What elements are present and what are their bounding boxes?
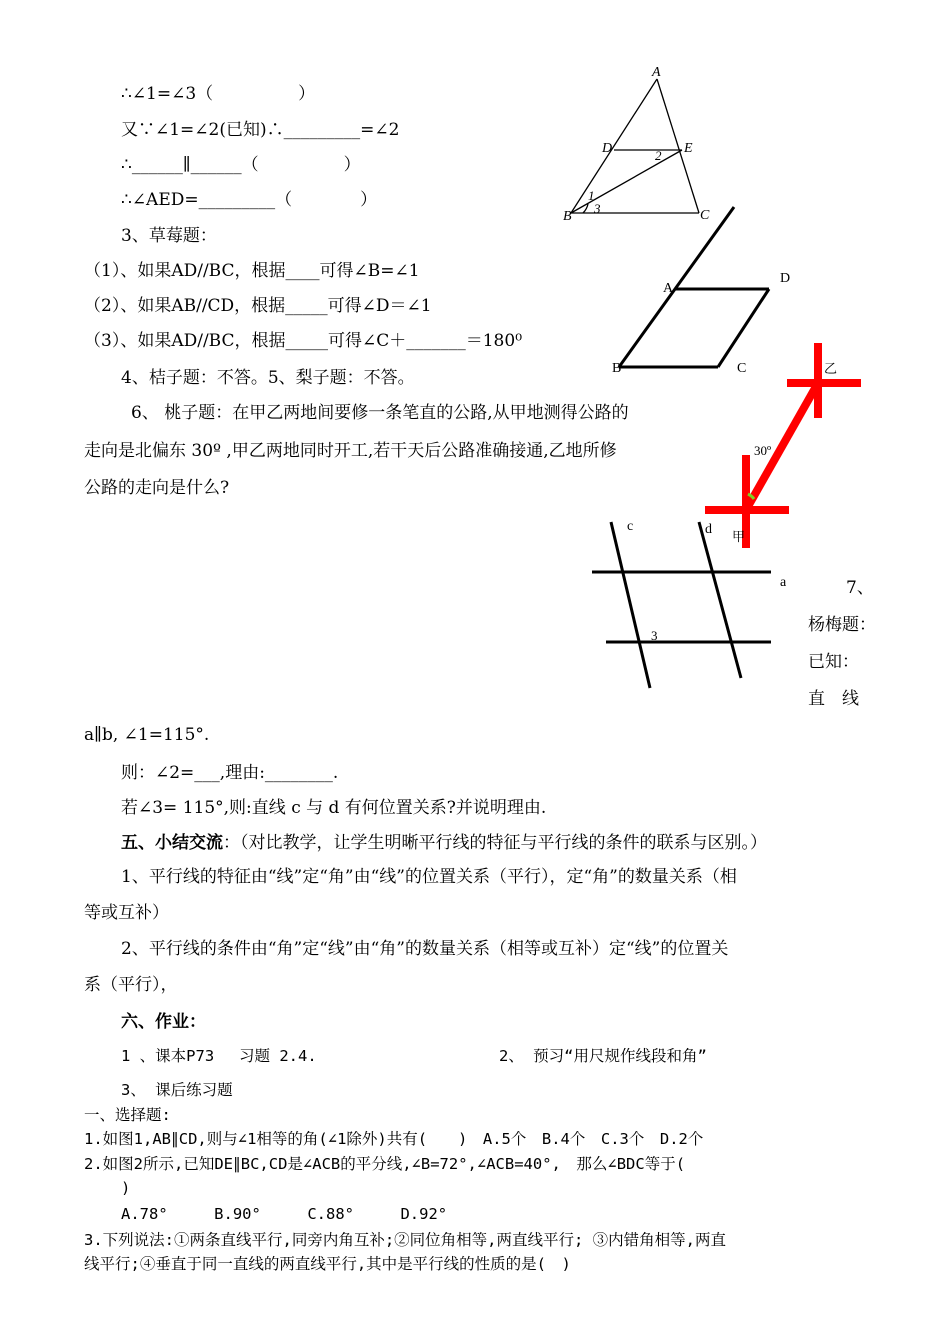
question-2: 2.如图2所示,已知DE∥BC,CD是∠ACB的平分线,∠B=72°,∠ACB=40°, 那么∠BDC等于( (84, 1155, 686, 1173)
line-10: 6、 桃子题：在甲乙两地间要修一条笔直的公路,从甲地测得公路的 (131, 403, 629, 423)
line-21: 系（平行）， (84, 975, 178, 995)
para-label-c: C (737, 361, 747, 376)
line-15: 则：∠2=___,理由:________. (121, 763, 339, 783)
tri-label-d: D (602, 141, 613, 156)
para-label-b: B (612, 361, 622, 376)
tri-angle-2: 2 (655, 148, 662, 163)
lines-labels (627, 519, 787, 643)
tri-label-e: E (684, 141, 693, 156)
question-1: 1.如图1,AB∥CD,则与∠1相等的角(∠1除外)共有( ) A.5个 B.4个 C.3个 D.2个 (84, 1130, 704, 1148)
tri-label-b: B (563, 209, 572, 224)
tri-label-c: C (700, 208, 710, 223)
question-2-cont: ) (121, 1179, 131, 1197)
section-5-note: ：（对比教学，让学生明晰平行线的特征与平行线的条件的联系与区别。） (223, 833, 767, 853)
line-5: 3、草莓题： (121, 226, 217, 246)
question-3-cont: 线平行;④垂直于同一直线的两直线平行,其中是平行线的性质的是( ) (84, 1255, 571, 1273)
line-19: 等或互补） (84, 903, 169, 923)
parallelogram-figure (619, 207, 769, 367)
road-label-yi: 乙 (824, 361, 838, 376)
line-13a: 7、 (846, 578, 874, 598)
tri-label-a: A (652, 65, 661, 80)
line-23b: 2、 预习“用尺规作线段和角” (499, 1047, 707, 1065)
para-label-a: A (663, 281, 674, 296)
para-label-d: D (780, 271, 791, 286)
section-6-heading: 六、作业： (121, 1012, 206, 1032)
triangle-labels (563, 65, 710, 224)
lines-label-d: d (705, 522, 712, 537)
question-3: 3.下列说法:①两条直线平行,同旁内角互补;②同位角相等,两直线平行; ③内错角相等,两直 (84, 1231, 726, 1249)
parallelogram-labels (612, 271, 790, 376)
line-13c: 已知： (808, 652, 859, 672)
lines-label-c: c (627, 519, 634, 534)
line-11: 走向是北偏东 30º ,甲乙两地同时开工,若干天后公路准确接通,乙地所修 (84, 441, 617, 461)
tri-angle-3: 3 (594, 201, 601, 216)
line-4: ∴∠AED=_________（ ） (121, 190, 378, 210)
line-13b: 杨梅题： (808, 615, 876, 635)
line-14: a∥b, ∠1=115°. (84, 725, 210, 745)
section-5-heading: 五、小结交流 (121, 833, 223, 853)
line-1: ∴∠1=∠3（ ） (121, 84, 316, 104)
lines-angle-3: 3 (651, 628, 658, 643)
line-16: 若∠3= 115°,则:直线 c 与 d 有何位置关系?并说明理由. (121, 798, 547, 818)
line-23a: 1 、课本P73 习题 2.4. (121, 1047, 317, 1065)
line-8: （3）、如果AD//BC，根据_____可得∠C＋_______＝180⁰ (84, 331, 523, 351)
line-13d: 直 线 (808, 689, 859, 709)
line-18: 1、平行线的特征由“线”定“角”由“线”的位置关系（平行），定“角”的数量关系（相 (121, 867, 737, 887)
road-label-jia: 甲 (732, 529, 746, 544)
line-9: 4、桔子题：不答。5、梨子题：不答。 (121, 368, 415, 388)
line-12: 公路的走向是什么? (84, 478, 230, 498)
line-3: ∴______∥______（ ） (121, 155, 361, 175)
line-24: 3、 课后练习题 (121, 1081, 233, 1099)
line-6: （1）、如果AD//BC，根据____可得∠B=∠1 (84, 261, 420, 281)
line-20: 2、平行线的条件由“角”定“线”由“角”的数量关系（相等或互补）定“线”的位置关 (121, 939, 729, 959)
line-7: （2）、如果AB//CD，根据_____可得∠D＝∠1 (84, 296, 432, 316)
question-2-options: A.78° B.90° C.88° D.92° (121, 1205, 448, 1223)
line-2: 又∵∠1=∠2(已知)∴_________=∠2 (121, 120, 400, 140)
road-figure (705, 343, 861, 548)
road-angle-label: 30º (754, 443, 772, 458)
tri-angle-1: 1 (588, 188, 595, 203)
lines-label-a: a (780, 575, 787, 590)
line-25: 一、选择题: (84, 1106, 171, 1124)
